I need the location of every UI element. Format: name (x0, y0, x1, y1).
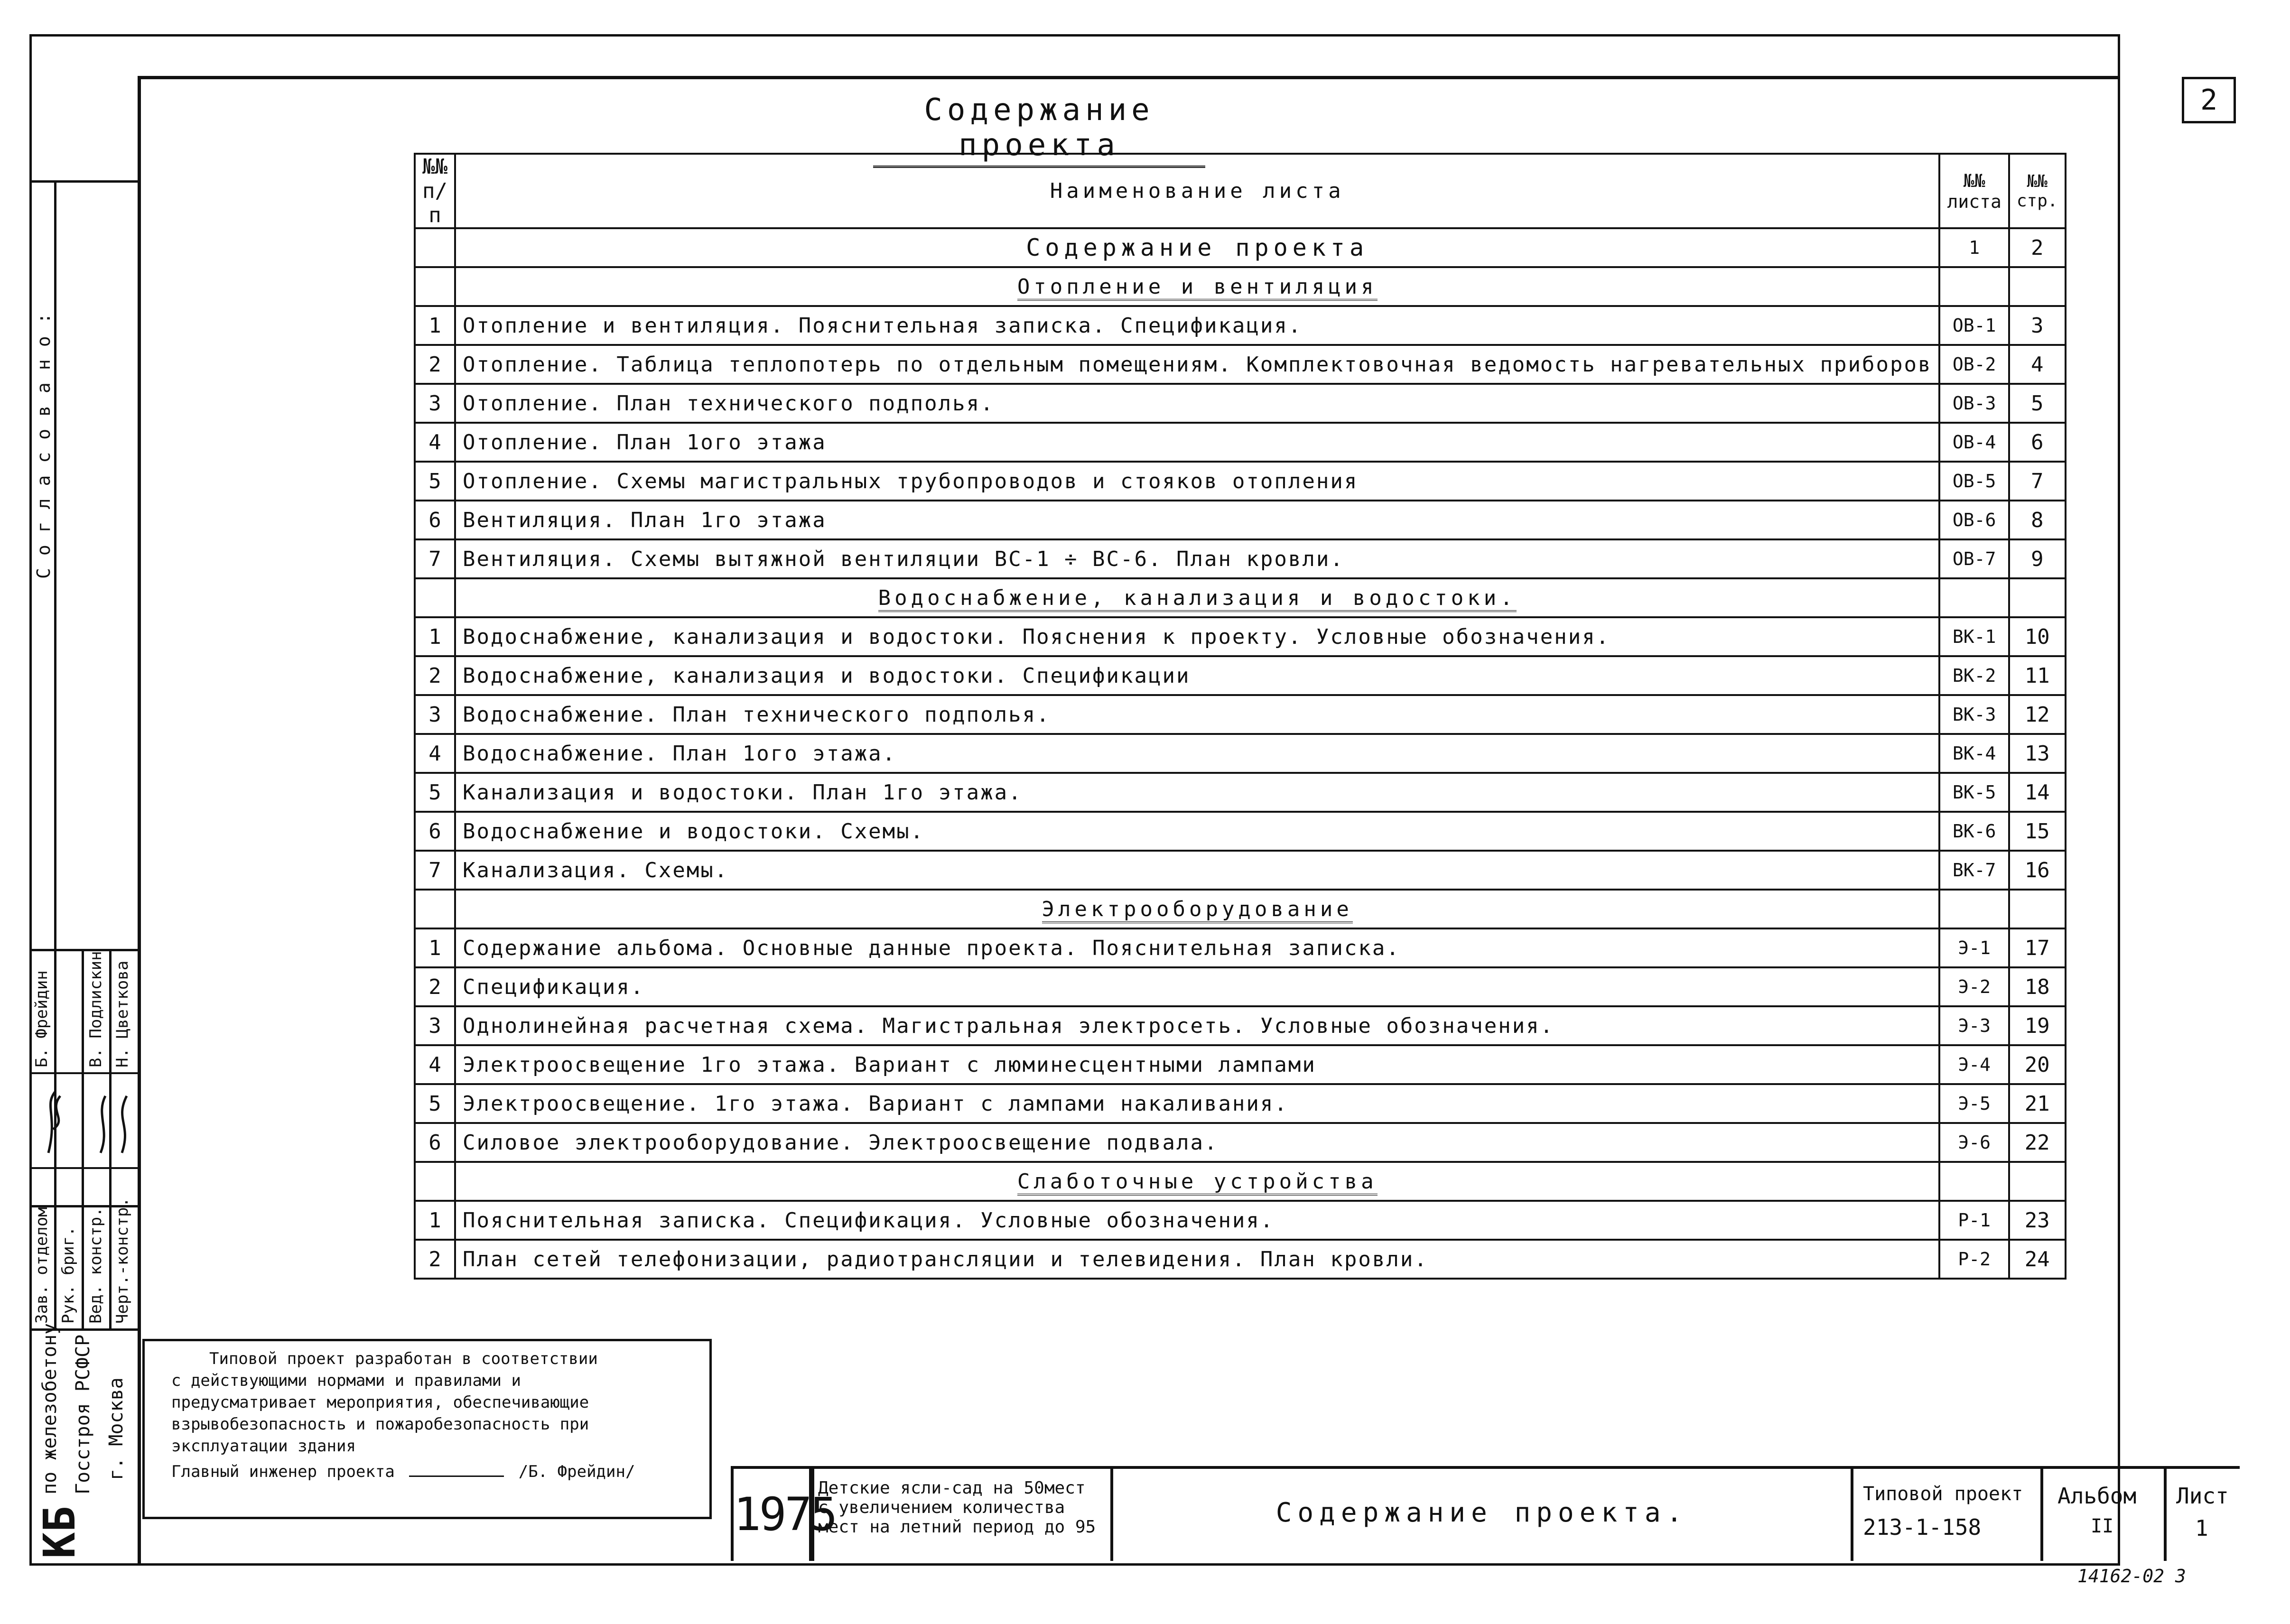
row-name: Отопление и вентиляция. Пояснительная записка. Спецификация. (455, 306, 1939, 345)
album-label: Альбом (2057, 1483, 2137, 1509)
row-num: 4 (415, 423, 455, 462)
table-row (415, 1006, 2066, 1045)
table-row (415, 539, 2066, 578)
section-title-text: Водоснабжение, канализация и водостоки. (878, 586, 1517, 612)
table-row (415, 851, 2066, 890)
row-sheet: Р-2 (1939, 1240, 2009, 1279)
row-page: 24 (2009, 1240, 2066, 1279)
row-page: 19 (2009, 1006, 2066, 1045)
row-page: 15 (2009, 812, 2066, 851)
table-header (415, 154, 2066, 228)
year: 1975 (734, 1488, 836, 1541)
row-page: 4 (2009, 345, 2066, 384)
table-row (415, 812, 2066, 851)
row-page: 21 (2009, 1084, 2066, 1123)
engineer-name: /Б. Фрейдин/ (518, 1462, 635, 1481)
row-num: 1 (415, 1201, 455, 1240)
row-name: Электроосвещение. 1го этажа. Вариант с лампами накаливания. (455, 1084, 1939, 1123)
row-sheet: Э-3 (1939, 1006, 2009, 1045)
type-value: 213-1-158 (1863, 1514, 1982, 1540)
row-sheet: ВК-6 (1939, 812, 2009, 851)
header-name: Наименование листа (455, 154, 1939, 228)
row-sheet: Р-1 (1939, 1201, 2009, 1240)
org-kb: КБ (34, 1506, 85, 1559)
row-page: 8 (2009, 501, 2066, 539)
note-line: эксплуатации здания (171, 1437, 356, 1456)
row-name: Отопление. План 1ого этажа (455, 423, 1939, 462)
row-name: Водоснабжение. План технического подполья. (455, 695, 1939, 734)
table-row (415, 1045, 2066, 1084)
section-title-text: Отопление и вентиляция (1017, 275, 1378, 301)
row-page: 17 (2009, 928, 2066, 967)
project-desc-2: с увеличением количества (818, 1498, 1065, 1517)
row-sheet (1939, 578, 2009, 617)
title-block-year (731, 1466, 836, 1561)
table-row (415, 928, 2066, 967)
note-line: взрывобезопасность и пожаробезопасность при (171, 1415, 589, 1434)
row-sheet (1939, 890, 2009, 928)
header-num: №№ п/п (415, 154, 455, 228)
row-page: 6 (2009, 423, 2066, 462)
row-num: 2 (415, 967, 455, 1006)
row-name: Водоснабжение и водостоки. Схемы. (455, 812, 1939, 851)
section-title (455, 1162, 1939, 1201)
table-row (415, 1084, 2066, 1123)
sheet-title: Содержание проекта. (1275, 1497, 1688, 1528)
name-tsvetkova: Н. Цветкова (113, 960, 132, 1067)
row-sheet: ОВ-2 (1939, 345, 2009, 384)
row-page: 18 (2009, 967, 2066, 1006)
row-sheet: Э-1 (1939, 928, 2009, 967)
row-name: Канализация и водостоки. План 1го этажа. (455, 773, 1939, 812)
engineer-signature-mark (409, 1476, 504, 1477)
row-page: 9 (2009, 539, 2066, 578)
row-sheet (1939, 1162, 2009, 1201)
row-num: 1 (415, 928, 455, 967)
row-num (415, 228, 455, 267)
title-block-desc (811, 1466, 1110, 1561)
agreed-label: Согласовано: (33, 300, 54, 579)
row-name: Вентиляция. План 1го этажа (455, 501, 1939, 539)
row-num: 2 (415, 656, 455, 695)
row-num: 7 (415, 539, 455, 578)
table-row (415, 1123, 2066, 1162)
table-row (415, 306, 2066, 345)
design-note (142, 1339, 712, 1519)
row-sheet: ОВ-7 (1939, 539, 2009, 578)
row-page (2009, 267, 2066, 306)
table-row (415, 345, 2066, 384)
org-line3: г. Москва (105, 1377, 127, 1480)
row-sheet: Э-6 (1939, 1123, 2009, 1162)
row-sheet: ВК-7 (1939, 851, 2009, 890)
row-sheet: Э-5 (1939, 1084, 2009, 1123)
row-sheet: ВК-5 (1939, 773, 2009, 812)
row-page: 22 (2009, 1123, 2066, 1162)
row-sheet: ВК-4 (1939, 734, 2009, 773)
row-page (2009, 890, 2066, 928)
row-num: 3 (415, 695, 455, 734)
title-block-album (2040, 1466, 2164, 1561)
archive-code: 14162-02 3 (2077, 1566, 2186, 1587)
row-num: 5 (415, 773, 455, 812)
row-num (415, 578, 455, 617)
section-title (455, 890, 1939, 928)
org-line2: Госстроя РСФСР (72, 1334, 94, 1494)
row-page (2009, 1162, 2066, 1201)
row-name: Спецификация. (455, 967, 1939, 1006)
section-row (415, 1162, 2066, 1201)
table-row (415, 384, 2066, 423)
note-line: предусматривает мероприятия, обеспечивающие (171, 1393, 589, 1412)
row-sheet: ВК-2 (1939, 656, 2009, 695)
row-num: 6 (415, 501, 455, 539)
row-page: 3 (2009, 306, 2066, 345)
row-name: Отопление. Таблица теплопотерь по отдельным помещениям. Комплектовочная ведомость нагревательных приборов (455, 345, 1939, 384)
row-sheet: ВК-3 (1939, 695, 2009, 734)
row-page: 16 (2009, 851, 2066, 890)
left-stamp-strip (29, 180, 138, 1561)
row-sheet: ОВ-3 (1939, 384, 2009, 423)
row-num: 6 (415, 1123, 455, 1162)
title-block-type (1851, 1466, 2040, 1561)
row-page: 20 (2009, 1045, 2066, 1084)
sheet-label: Лист (2176, 1483, 2229, 1509)
row-sheet: ОВ-4 (1939, 423, 2009, 462)
engineer-label: Главный инженер проекта (171, 1462, 395, 1481)
section-row (415, 578, 2066, 617)
row-page: 23 (2009, 1201, 2066, 1240)
section-title (455, 267, 1939, 306)
table-row (415, 462, 2066, 501)
row-num (415, 1162, 455, 1201)
row-page: 10 (2009, 617, 2066, 656)
table-row (415, 734, 2066, 773)
table-row (415, 967, 2066, 1006)
row-num: 2 (415, 1240, 455, 1279)
row-name: Однолинейная расчетная схема. Магистральная электросеть. Условные обозначения. (455, 1006, 1939, 1045)
title-block-sheet (2164, 1466, 2240, 1561)
row-sheet: ОВ-5 (1939, 462, 2009, 501)
row-num: 4 (415, 734, 455, 773)
table-row (415, 695, 2066, 734)
table-row (415, 656, 2066, 695)
table-row (415, 423, 2066, 462)
section-title-text: Слаботочные устройства (1017, 1169, 1378, 1196)
row-num (415, 890, 455, 928)
page-title: Содержание проекта (873, 93, 1205, 168)
role-head: Зав. отделом (32, 1207, 51, 1324)
table-row (415, 1201, 2066, 1240)
role-lead: Вед. констр. (86, 1207, 105, 1324)
contents-row (415, 228, 2066, 267)
row-num: 6 (415, 812, 455, 851)
name-freidin: Б. Фрейдин (32, 970, 51, 1067)
row-name: Водоснабжение, канализация и водостоки. Пояснения к проекту. Условные обозначения. (455, 617, 1939, 656)
row-name: Вентиляция. Схемы вытяжной вентиляции ВС-1 ÷ ВС-6. План кровли. (455, 539, 1939, 578)
note-line: Типовой проект разработан в соответствии (209, 1349, 598, 1368)
row-page: 5 (2009, 384, 2066, 423)
row-num: 3 (415, 1006, 455, 1045)
note-line: с действующими нормами и правилами и (171, 1371, 521, 1390)
row-num (415, 267, 455, 306)
row-num: 3 (415, 384, 455, 423)
album-value: II (2091, 1515, 2114, 1537)
row-page: 11 (2009, 656, 2066, 695)
row-sheet: Э-2 (1939, 967, 2009, 1006)
row-page (2009, 578, 2066, 617)
row-page: 12 (2009, 695, 2066, 734)
table-row (415, 1240, 2066, 1279)
row-page: 7 (2009, 462, 2066, 501)
row-num: 7 (415, 851, 455, 890)
signature-marks (39, 1086, 134, 1158)
table-row (415, 501, 2066, 539)
row-sheet: ОВ-6 (1939, 501, 2009, 539)
section-title (455, 578, 1939, 617)
row-page: 2 (2009, 228, 2066, 267)
title-block-name (1110, 1466, 1851, 1561)
page-number: 2 (2182, 77, 2236, 123)
row-name: Водоснабжение, канализация и водостоки. Спецификации (455, 656, 1939, 695)
section-row (415, 890, 2066, 928)
table-row (415, 773, 2066, 812)
role-draft: Черт.-констр. (113, 1197, 132, 1324)
row-name: Отопление. План технического подполья. (455, 384, 1939, 423)
contents-table (414, 153, 2067, 1280)
org-line1: по железобетону (39, 1323, 61, 1494)
row-name: Водоснабжение. План 1ого этажа. (455, 734, 1939, 773)
header-sheet: №№ листа (1939, 154, 2009, 228)
row-sheet: Э-4 (1939, 1045, 2009, 1084)
row-num: 1 (415, 617, 455, 656)
name-podliskin: В. Подлискин (86, 951, 105, 1067)
row-sheet (1939, 267, 2009, 306)
row-name: Отопление. Схемы магистральных трубопроводов и стояков отопления (455, 462, 1939, 501)
project-desc-1: Детские ясли-сад на 50мест (818, 1478, 1086, 1498)
row-name: Пояснительная записка. Спецификация. Условные обозначения. (455, 1201, 1939, 1240)
row-num: 5 (415, 462, 455, 501)
row-page: 13 (2009, 734, 2066, 773)
row-num: 1 (415, 306, 455, 345)
row-name: Электроосвещение 1го этажа. Вариант с люминесцентными лампами (455, 1045, 1939, 1084)
row-name: Силовое электрооборудование. Электроосвещение подвала. (455, 1123, 1939, 1162)
row-name: Содержание альбома. Основные данные проекта. Пояснительная записка. (455, 928, 1939, 967)
row-num: 5 (415, 1084, 455, 1123)
row-name: План сетей телефонизации, радиотрансляции и телевидения. План кровли. (455, 1240, 1939, 1279)
section-title-text: Электрооборудование (1042, 897, 1353, 923)
row-page: 14 (2009, 773, 2066, 812)
project-desc-3: мест на летний период до 95 (818, 1517, 1096, 1537)
header-page: №№ стр. (2009, 154, 2066, 228)
table-row (415, 617, 2066, 656)
row-sheet: 1 (1939, 228, 2009, 267)
section-row (415, 267, 2066, 306)
row-sheet: ВК-1 (1939, 617, 2009, 656)
role-brig: Рук. бриг. (59, 1226, 78, 1324)
row-name: Канализация. Схемы. (455, 851, 1939, 890)
sheet-value: 1 (2195, 1515, 2208, 1541)
row-name: Содержание проекта (455, 228, 1939, 267)
row-num: 2 (415, 345, 455, 384)
row-sheet: ОВ-1 (1939, 306, 2009, 345)
row-num: 4 (415, 1045, 455, 1084)
type-label: Типовой проект (1863, 1483, 2023, 1505)
